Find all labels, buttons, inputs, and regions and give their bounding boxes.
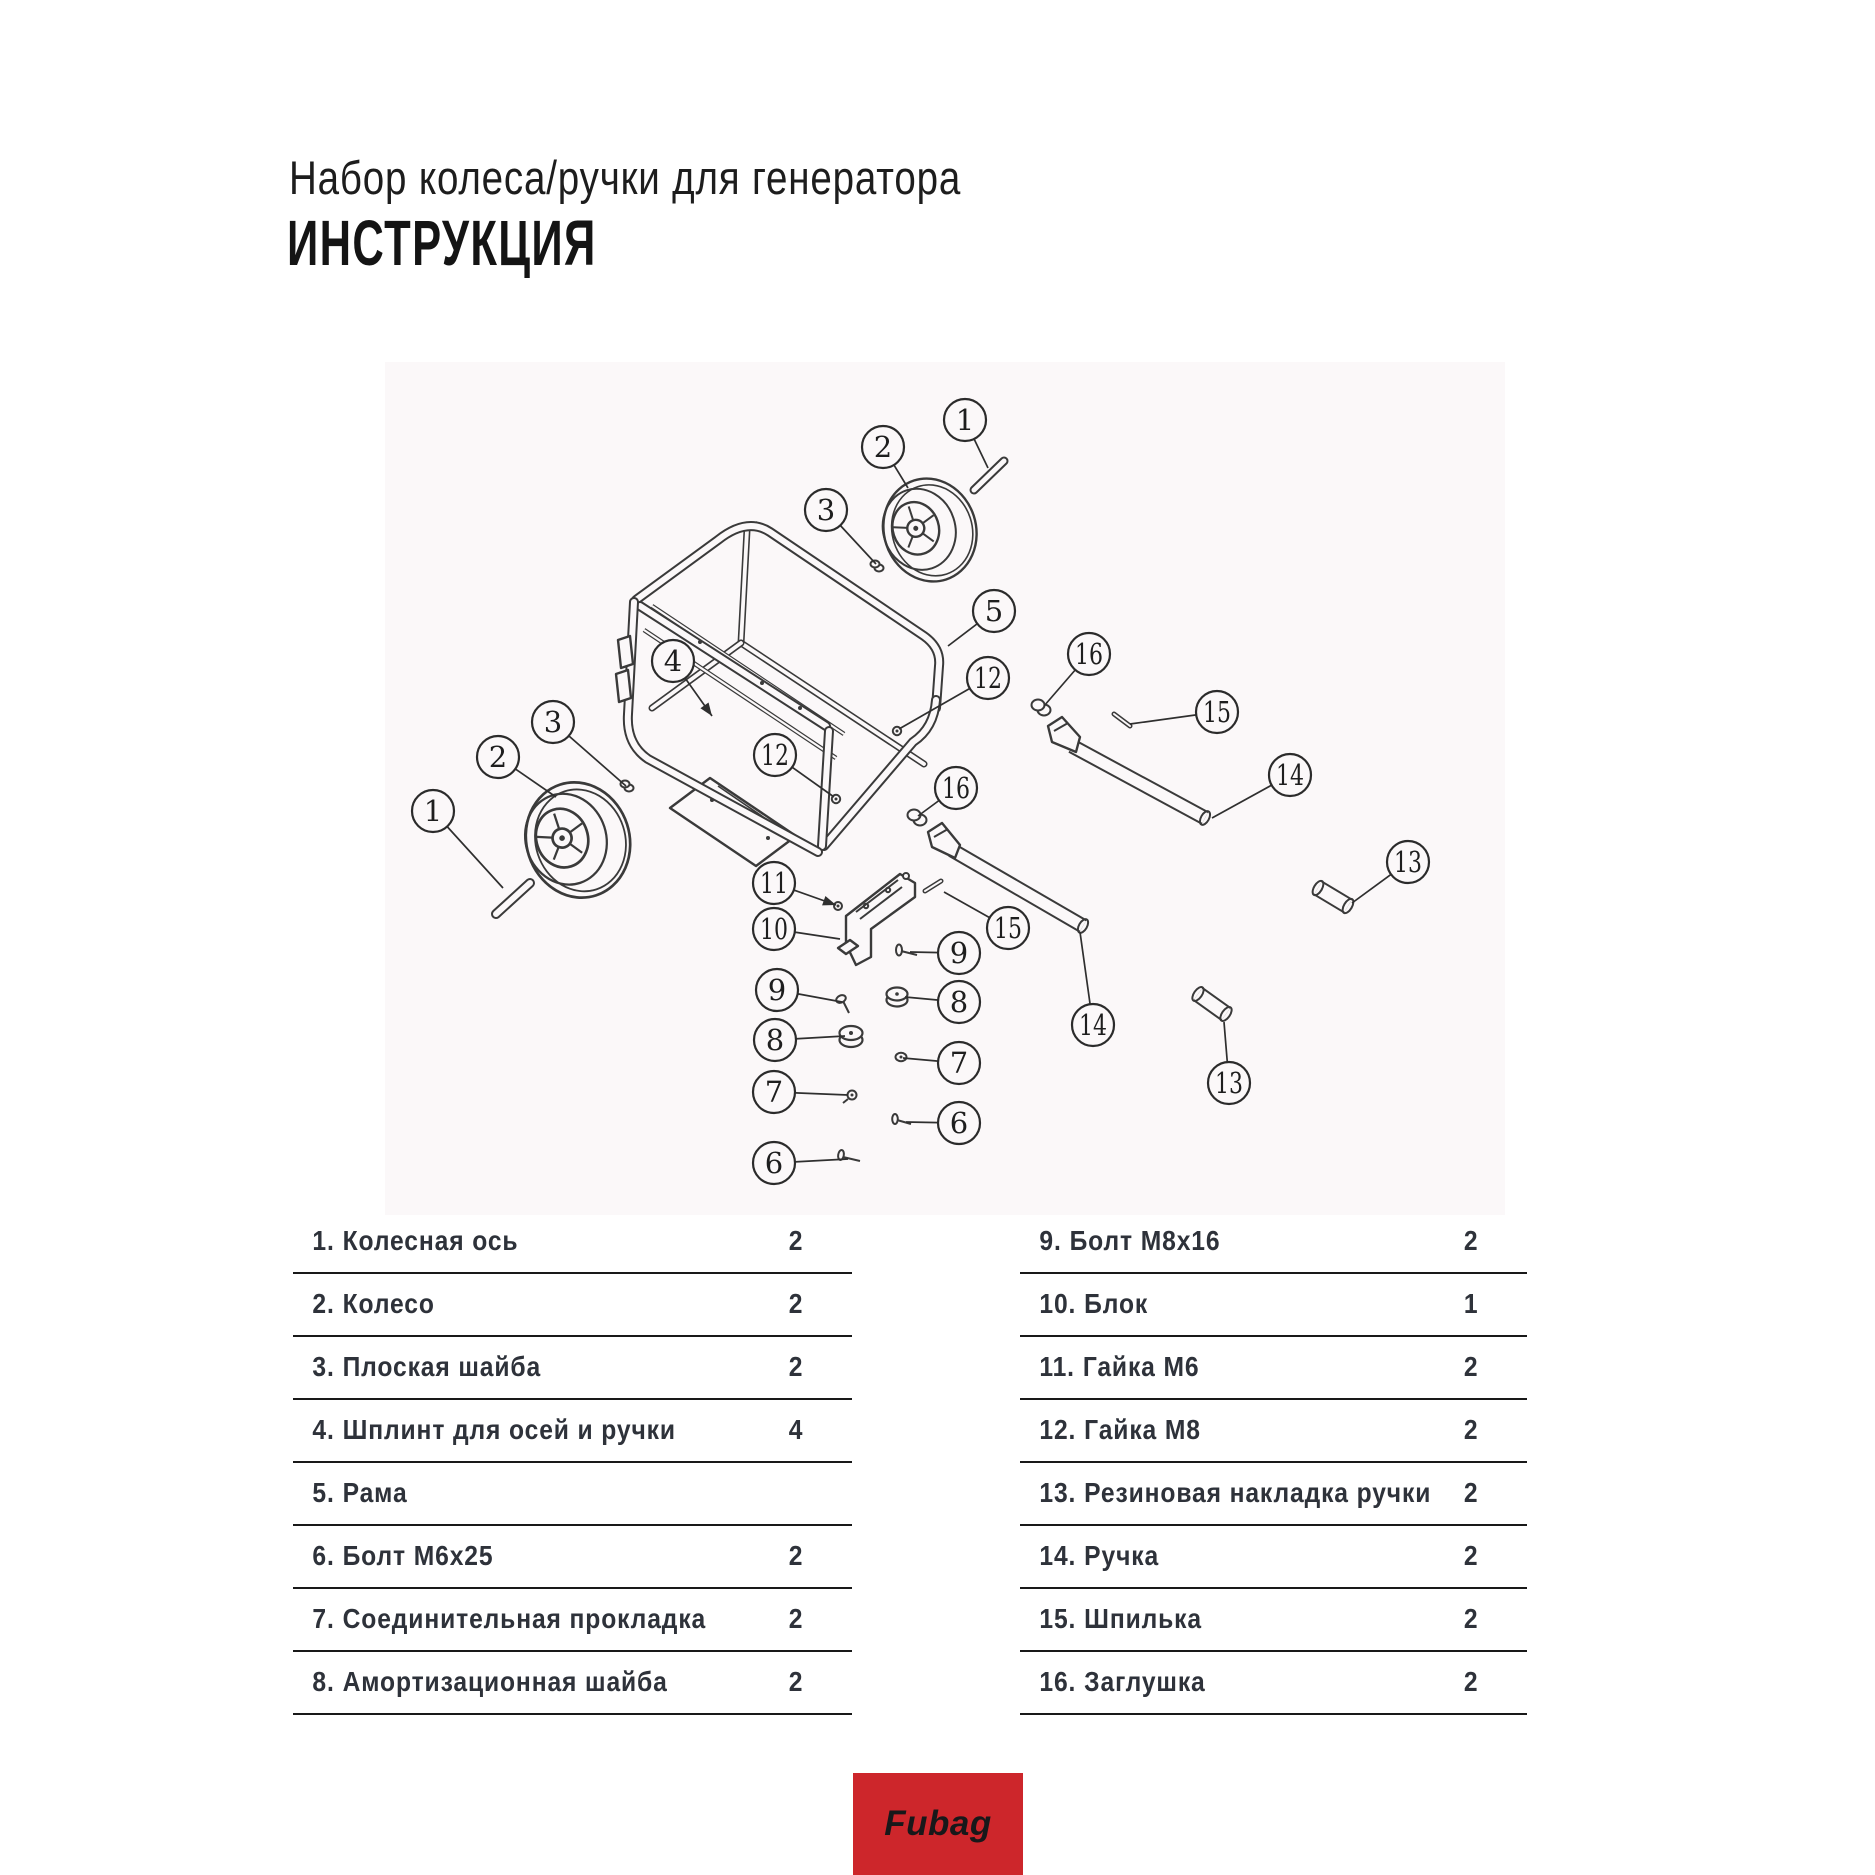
part-number: 14.	[1039, 1540, 1077, 1571]
part-name: Соединительная прокладка	[342, 1603, 707, 1634]
part-name: Гайка М8	[1084, 1414, 1201, 1445]
callout-number: 12	[974, 661, 1002, 695]
callout-number: 2	[488, 740, 508, 774]
part-qty: 2	[788, 1288, 804, 1319]
part-name: Болт М6х25	[342, 1540, 494, 1571]
part-qty: 2	[788, 1666, 804, 1697]
part-name: Колесная ось	[342, 1225, 519, 1256]
part-number: 11.	[1039, 1351, 1075, 1382]
callout-number: 16	[942, 771, 970, 805]
table-row	[1020, 1463, 1527, 1526]
part-qty: 2	[788, 1351, 804, 1382]
callout-number: 12	[761, 738, 789, 772]
part-name: Блок	[1084, 1288, 1149, 1319]
part-qty: 2	[788, 1225, 804, 1256]
callout-number: 7	[764, 1075, 784, 1109]
table-row	[293, 1274, 852, 1337]
callout-number: 3	[816, 493, 836, 527]
part-number: 5.	[312, 1477, 335, 1508]
part-name: Колесо	[342, 1288, 435, 1319]
part-qty: 2	[788, 1540, 804, 1571]
part-name: Гайка М6	[1082, 1351, 1200, 1382]
table-row	[293, 1652, 852, 1715]
table-row	[293, 1526, 852, 1589]
part-name: Заглушка	[1084, 1666, 1206, 1697]
part-number: 2.	[312, 1288, 335, 1319]
part-name: Амортизационная шайба	[342, 1666, 668, 1697]
table-row	[1020, 1274, 1527, 1337]
fubag-logo	[853, 1773, 1023, 1875]
part-name: Болт М8х16	[1069, 1225, 1221, 1256]
part-number: 13.	[1039, 1477, 1077, 1508]
callout-number: 6	[949, 1106, 969, 1140]
callout-number: 5	[984, 594, 1004, 628]
table-row	[293, 1337, 852, 1400]
callout-number: 11	[760, 866, 788, 900]
callout-number: 13	[1215, 1066, 1243, 1100]
callout-number: 8	[949, 985, 969, 1019]
callout-number: 14	[1276, 758, 1304, 792]
callout-number: 9	[949, 936, 969, 970]
parts-table-left	[293, 1211, 852, 1715]
part-number: 4.	[312, 1414, 335, 1445]
table-row	[1020, 1211, 1527, 1274]
part-name: Плоская шайба	[342, 1351, 542, 1382]
callout-number: 15	[1203, 695, 1231, 729]
callout-number: 4	[663, 644, 683, 678]
part-qty: 2	[1463, 1603, 1479, 1634]
part-number: 3.	[312, 1351, 335, 1382]
callout-number: 14	[1079, 1008, 1107, 1042]
page-title: ИНСТРУКЦИЯ	[287, 207, 597, 279]
part-number: 8.	[312, 1666, 335, 1697]
table-row	[293, 1211, 852, 1274]
table-row	[1020, 1400, 1527, 1463]
part-qty: 2	[788, 1603, 804, 1634]
part-number: 16.	[1039, 1666, 1077, 1697]
callout-number: 16	[1075, 637, 1103, 671]
callout-number: 7	[949, 1046, 969, 1080]
table-row	[293, 1589, 852, 1652]
table-row	[1020, 1652, 1527, 1715]
part-number: 9.	[1039, 1225, 1062, 1256]
part-number: 12.	[1039, 1414, 1077, 1445]
callout-number: 8	[765, 1023, 785, 1057]
callout-number: 9	[767, 973, 787, 1007]
part-name: Ручка	[1084, 1540, 1160, 1571]
callout-number: 6	[764, 1146, 784, 1180]
callout-number: 2	[873, 430, 893, 464]
part-qty: 1	[1463, 1288, 1479, 1319]
parts-table-right	[1020, 1211, 1527, 1715]
table-row	[293, 1463, 852, 1526]
part-number: 7.	[312, 1603, 335, 1634]
table-row	[1020, 1589, 1527, 1652]
part-number: 6.	[312, 1540, 335, 1571]
part-name: Рама	[342, 1477, 408, 1508]
part-number: 15.	[1039, 1603, 1077, 1634]
part-qty: 2	[1463, 1666, 1479, 1697]
part-name: Шпилька	[1084, 1603, 1202, 1634]
part-name: Резиновая накладка ручки	[1084, 1477, 1432, 1508]
part-qty: 4	[788, 1414, 804, 1445]
part-qty: 2	[1463, 1351, 1479, 1382]
part-qty: 2	[1463, 1477, 1479, 1508]
part-qty: 2	[1463, 1540, 1479, 1571]
page-subtitle: Набор колеса/ручки для генератора	[289, 151, 962, 204]
part-qty: 2	[1463, 1225, 1479, 1256]
part-number: 1.	[312, 1225, 335, 1256]
callout-number: 1	[423, 794, 443, 828]
callout-number: 3	[543, 705, 563, 739]
callout-number: 10	[760, 912, 788, 946]
part-name: Шплинт для осей и ручки	[342, 1414, 676, 1445]
callout-number: 1	[955, 403, 975, 437]
part-number: 10.	[1039, 1288, 1077, 1319]
callout-number: 13	[1394, 845, 1422, 879]
table-row	[1020, 1526, 1527, 1589]
part-qty: 2	[1463, 1414, 1479, 1445]
callout-number: 15	[994, 911, 1022, 945]
fubag-logo-text: Fubag	[884, 1804, 992, 1843]
table-row	[1020, 1337, 1527, 1400]
table-row	[293, 1400, 852, 1463]
